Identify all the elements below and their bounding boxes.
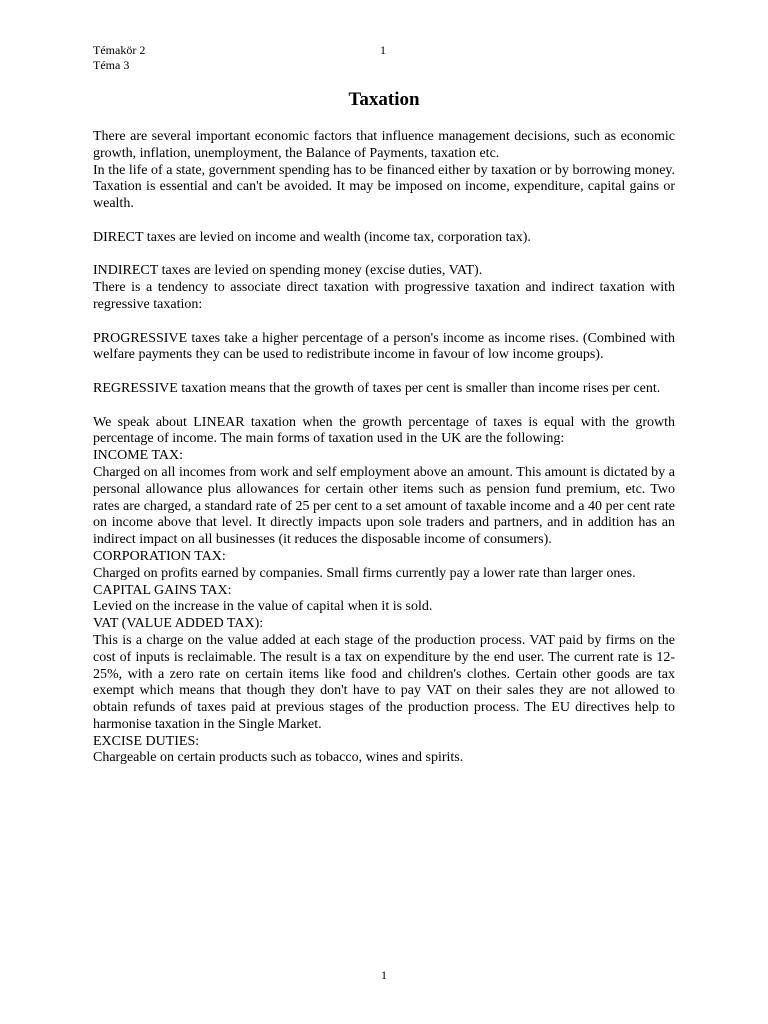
income-tax-heading: INCOME TAX: [93, 448, 184, 464]
income-tax-body: Charged on all incomes from work and self employment above an amount. This amount is dictated by a personal allowance plus allowances for certain other items such as pension fund premium, etc. Two rates are charged, a standard rate of 25 per cent to a set amount of taxable income and a 40 per cent rate on income above that level. It directly impacts upon sole traders and partners, and in addition has an indirect impact on all businesses (it reduces the disposable income of consumers). [93, 464, 675, 548]
page-header [93, 43, 145, 73]
indirect-taxes-paragraph: INDIRECT taxes are levied on spending money (excise duties, VAT). [93, 263, 483, 279]
progressive-taxes-paragraph: PROGRESSIVE taxes take a higher percentage of a person's income as income rises. (Combined with welfare payments they can be used to redistribute income in favour of low income groups). [93, 330, 675, 363]
header-theme: Téma 3 [93, 58, 130, 72]
capital-gains-tax-heading: CAPITAL GAINS TAX: [93, 582, 232, 598]
footer-page-number: 1 [381, 968, 387, 982]
direct-taxes-paragraph: DIRECT taxes are levied on income and wealth (income tax, corporation tax). [93, 229, 531, 245]
regressive-taxation-paragraph: REGRESSIVE taxation means that the growth of taxes per cent is smaller than income rises per cent. [93, 380, 661, 396]
vat-heading: VAT (VALUE ADDED TAX): [93, 616, 264, 632]
document-body [93, 129, 675, 767]
vat-body: This is a charge on the value added at each stage of the production process. VAT paid by firms on the cost of inputs is reclaimable. The result is a tax on expenditure by the end user. The current rate is 12-25%, with a zero rate on certain items like food and children's clothes. Certain other goods are tax exempt which means that though they don't have to pay VAT on their sales they are not allowed to obtain refunds of taxes paid at previous stages of the production process. The EU directives help to harmonise taxation in the Single Market. [93, 632, 675, 732]
excise-duties-body: Chargeable on certain products such as tobacco, wines and spirits. [93, 750, 464, 766]
linear-taxation-paragraph: We speak about LINEAR taxation when the growth percentage of taxes is equal with the growth percentage of income. The main forms of taxation used in the UK are the following: [93, 414, 675, 447]
capital-gains-tax-body: Levied on the increase in the value of capital when it is sold. [93, 599, 433, 615]
corporation-tax-body: Charged on profits earned by companies. Small firms currently pay a lower rate than larger ones. [93, 565, 636, 581]
excise-duties-heading: EXCISE DUTIES: [93, 733, 200, 749]
intro-paragraph-1: There are several important economic factors that influence management decisions, such as economic growth, inflation, unemployment, the Balance of Payments, taxation etc. [93, 129, 675, 161]
corporation-tax-heading: CORPORATION TAX: [93, 548, 226, 564]
intro-paragraph-2: In the life of a state, government spending has to be financed either by taxation or by borrowing money. Taxation is essential and can't be avoided. It may be imposed on income, expenditure, capital gains or wealth. [93, 162, 675, 212]
header-topic: Témakör 2 [93, 43, 146, 57]
document-title: Taxation [348, 89, 420, 110]
header-page-number: 1 [380, 43, 386, 57]
tendency-paragraph: There is a tendency to associate direct taxation with progressive taxation and indirect taxation with regressive taxation: [93, 280, 675, 312]
